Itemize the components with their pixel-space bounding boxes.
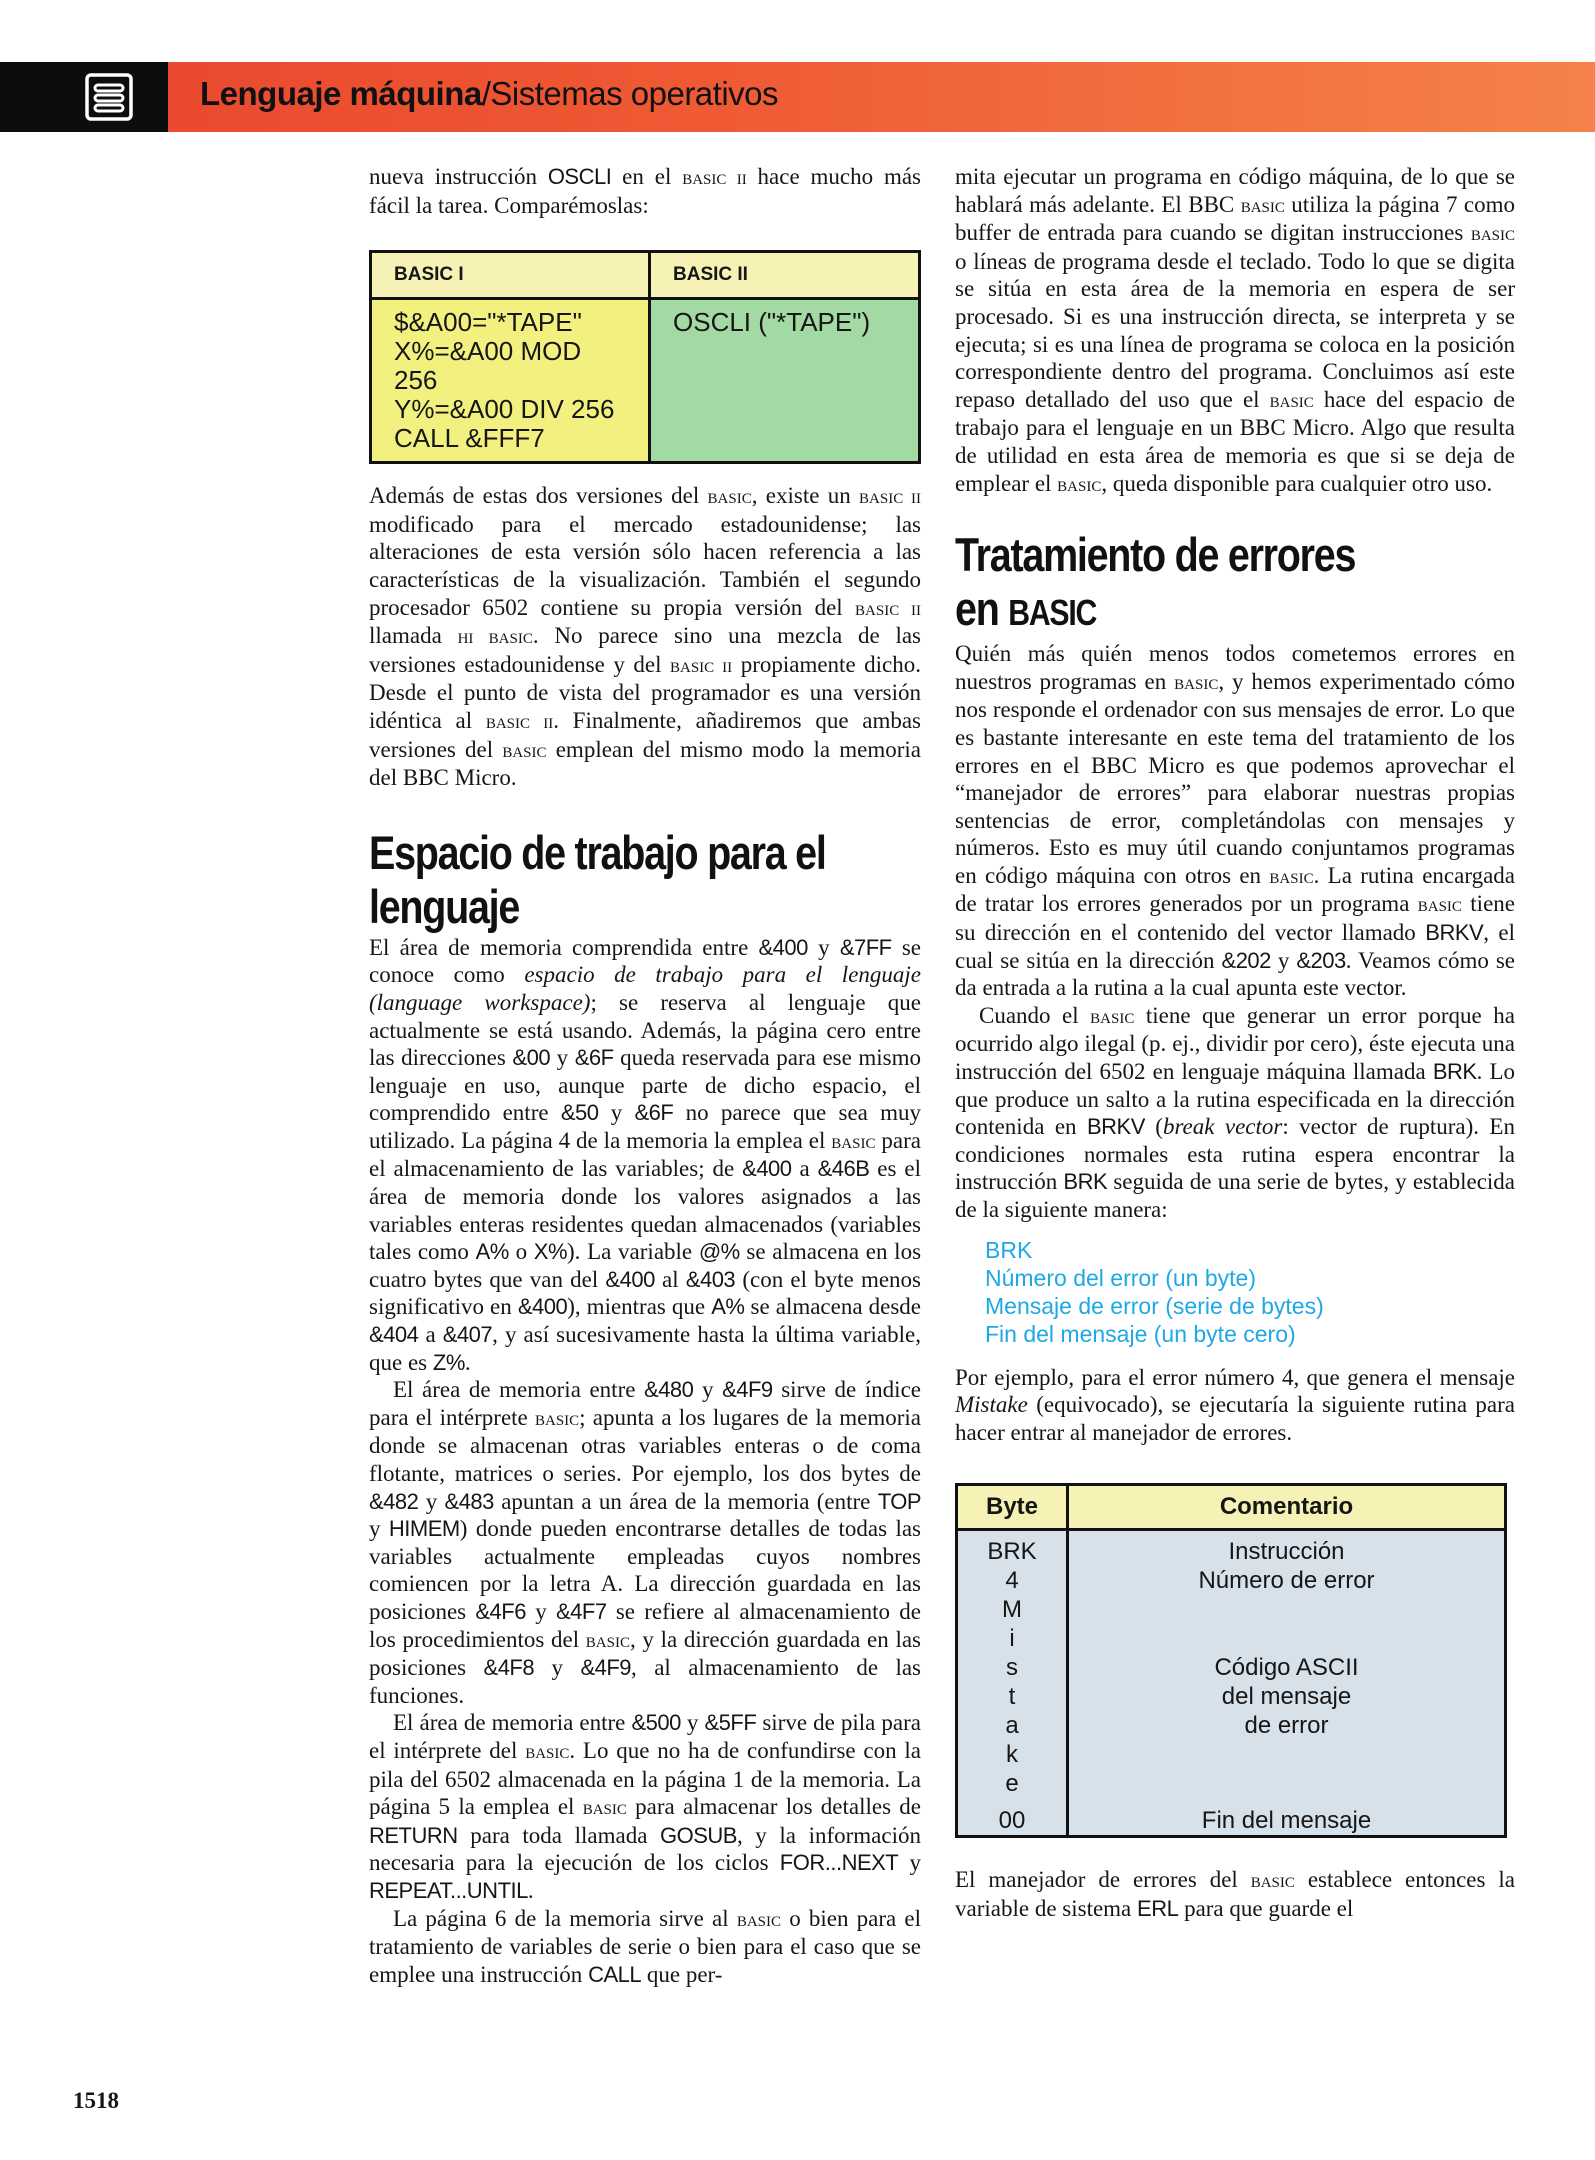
small-caps-text: basic <box>831 1128 876 1153</box>
byte-cell: BRK <box>957 1530 1068 1567</box>
small-caps-text: basic <box>1057 471 1102 496</box>
table-row <box>957 1566 1506 1595</box>
workspace-paragraph-2: El área de memoria entre &480 y &4F9 sirve de índice para el intérprete basic; apunta a los lugares de la memoria donde se almacenan otras variables enteras o de coma flotante, matrices o series. Por ejemplo, los dos bytes de &482 y &483 apuntan a un área de la memoria (entre TOP y HIMEM) donde pueden encontrarse detalles de todas las variables actualmente empleadas cuyos nombres comiencen por la letra A. La dirección guardada en las posiciones &4F6 y &4F7 se refiere al almacenamiento de los procedimientos del basic, y la dirección guardada en las posiciones &4F8 y &4F9, al almacenamiento de las funciones. <box>369 1377 922 1708</box>
table-row <box>957 1624 1506 1653</box>
small-caps-text: basic <box>1250 1868 1295 1893</box>
text-line: Fin del mensaje (un byte cero) <box>985 1320 1296 1347</box>
errors-heading-basic: BASIC <box>1008 592 1097 634</box>
byte-cell: s <box>957 1653 1068 1682</box>
code-text: &403 <box>685 1266 736 1292</box>
code-text: &46B <box>817 1156 870 1182</box>
code-text: REPEAT...UNTIL <box>369 1877 528 1903</box>
small-caps-text: basic <box>707 484 752 509</box>
code-text: &4F8 <box>483 1655 535 1681</box>
text-line: X%=&A00 MOD 256 <box>394 336 582 396</box>
workspace-heading-line2: lenguaje <box>369 879 520 933</box>
code-text: BRKV <box>1425 920 1484 946</box>
small-caps-text: basic <box>1174 669 1219 694</box>
small-caps-text: basic <box>1269 387 1314 412</box>
small-caps-text: basic <box>1240 192 1285 217</box>
small-caps-text: basic <box>736 1906 782 1931</box>
small-caps-text: basic ii <box>670 652 733 677</box>
small-caps-text: basic ii <box>682 165 747 189</box>
basic-ii-code <box>650 299 920 463</box>
code-text: &400 <box>517 1294 568 1320</box>
comment-cell: Número de error <box>1068 1566 1506 1595</box>
text-line: OSCLI ("*TAPE") <box>673 307 871 338</box>
small-caps-text: basic ii <box>859 484 922 509</box>
code-text: GOSUB <box>660 1822 737 1848</box>
comment-cell <box>1068 1624 1506 1653</box>
versions-paragraph: Además de estas dos versiones del basic, existe un basic ii modificado para el mercado estadounidense; las alteraciones de esta versión sólo hacen referencia a las características de la visualización. También el segundo procesador 6502 contiene su propia versión del basic ii llamada hi basic. No parece sino una mezcla de las versiones estadounidense y del basic ii propiamente dicho. Desde el punto de vista del programador es una versión idéntica al basic ii. Finalmente, añadiremos que ambas versiones del basic emplean del mismo modo la memoria del BBC Micro. <box>369 483 922 791</box>
byte-cell: 4 <box>957 1566 1068 1595</box>
code-text: TOP <box>877 1488 922 1514</box>
text-line: Número del error (un byte) <box>985 1264 1256 1291</box>
disk-menu-icon <box>84 72 134 122</box>
text-line: BRK <box>985 1236 1033 1263</box>
code-text: &7FF <box>839 934 892 960</box>
basic-comparison-table <box>369 250 921 464</box>
error-table-body <box>957 1530 1506 1837</box>
comment-cell <box>1068 1595 1506 1624</box>
italic-text: break vector <box>1162 1114 1283 1140</box>
code-text: &400 <box>605 1266 655 1292</box>
code-text: &500 <box>631 1710 681 1736</box>
table-row <box>957 1740 1506 1769</box>
code-text: &5FF <box>704 1710 757 1736</box>
code-text: &400 <box>758 934 808 960</box>
code-text: &480 <box>644 1377 694 1403</box>
code-text: X% <box>533 1239 568 1265</box>
text-line: $&A00="*TAPE" <box>394 307 582 338</box>
small-caps-text: basic <box>534 1405 580 1430</box>
workspace-paragraph-1: El área de memoria comprendida entre &400 y &7FF se conoce como espacio de trabajo para el lenguaje (language workspace); se reserva al lenguaje que actualmente se está usando. Además, la página cero entre las direcciones &00 y &6F queda reservada para ese mismo lenguaje en uso, aunque parte de dicho espacio, el comprendido entre &50 y &6F no parece que sea muy utilizado. La página 4 de la memoria la emplea el basic para el almacenamiento de las variables; de &400 a &46B es el área de memoria donde los valores asignados a las variables enteras residentes quedan almacenados (variables tales como A% o X%). La variable @% se almacena en los cuatro bytes que van del &400 al &403 (con el byte menos significativo en &400), mientras que A% se almacena desde &404 a &407, y así sucesivamente hasta la última variable, que es Z%. <box>369 934 922 1375</box>
table-row <box>957 1530 1506 1567</box>
byte-cell: k <box>957 1740 1068 1769</box>
small-caps-text: basic <box>585 1627 630 1652</box>
errors-heading <box>955 528 1425 640</box>
errors-paragraph-1: Quién más quién menos todos cometemos errores en nuestros programas en basic, y hemos experimentado cómo nos responde el ordenador con sus mensajes de error. Lo que es bastante interesante en este tema del tratamiento de los errores en el BBC Micro es que podemos aprovechar el “manejador de errores” para elaborar nuestras propias sentencias de error, completándolas con mensajes y números. Esto es muy útil cuando conjuntamos programas en código máquina con otros en basic. La rutina encargada de tratar los errores generados por un programa basic tiene su dirección en el contenido del vector llamado BRKV, el cual se sitúa en la dirección &202 y &203. Veamos cómo se da entrada a la rutina a la cual apunta este vector. <box>955 641 1516 1001</box>
comment-cell: Fin del mensaje <box>1068 1798 1506 1837</box>
code-text: BRK <box>1063 1169 1108 1195</box>
workspace-paragraph-3: El área de memoria entre &500 y &5FF sirve de pila para el intérprete del basic. Lo que no ha de confundirse con la pila del 6502 almacenada en la página 1 de la memoria. La página 5 la emplea el basic para almacenar los detalles de RETURN para toda llamada GOSUB, y la información necesaria para la ejecución de los ciclos FOR...NEXT y REPEAT...UNTIL. <box>369 1710 922 1903</box>
table-row <box>957 1798 1506 1837</box>
code-text: &404 <box>369 1322 419 1348</box>
small-caps-text: basic ii <box>855 595 921 620</box>
table-row <box>957 1682 1506 1711</box>
byte-cell: i <box>957 1624 1068 1653</box>
comment-header: Comentario <box>1068 1485 1506 1530</box>
comment-cell: de error <box>1068 1711 1506 1740</box>
comment-cell: del mensaje <box>1068 1682 1506 1711</box>
small-caps-text: hi basic <box>457 624 533 649</box>
code-text: BRKV <box>1086 1114 1145 1140</box>
code-text: &407 <box>442 1322 493 1348</box>
code-text: HIMEM <box>388 1516 460 1542</box>
comment-cell: Código ASCII <box>1068 1653 1506 1682</box>
comment-cell <box>1068 1769 1506 1798</box>
code-text: &6F <box>574 1045 614 1071</box>
code-text: &6F <box>634 1100 674 1126</box>
header-title <box>200 75 778 113</box>
code-text: &4F6 <box>475 1598 526 1624</box>
code-text: &00 <box>512 1045 551 1071</box>
header-title-rest: /Sistemas operativos <box>481 75 779 112</box>
code-text: &483 <box>444 1488 494 1514</box>
byte-cell: t <box>957 1682 1068 1711</box>
code-text: BRK <box>1432 1059 1477 1085</box>
code-text: &4F7 <box>555 1598 607 1624</box>
code-text: @% <box>698 1239 740 1265</box>
code-text: &4F9 <box>722 1377 773 1403</box>
code-text: FOR...NEXT <box>779 1850 899 1876</box>
table-row <box>957 1595 1506 1624</box>
code-text: &50 <box>560 1100 599 1126</box>
code-text: A% <box>711 1294 745 1320</box>
code-text: A% <box>475 1239 509 1265</box>
example-paragraph: Por ejemplo, para el error número 4, que genera el mensaje Mistake (equivocado), se ejecutaría la siguiente rutina para hacer entrar al manejador de errores. <box>955 1364 1515 1445</box>
text-line: Y%=&A00 DIV 256 <box>394 394 615 425</box>
comment-cell <box>1068 1740 1506 1769</box>
header-icon-block <box>0 62 168 132</box>
continuation-paragraph: mita ejecutar un programa en código máquina, de lo que se hablará más adelante. El BBC basic utiliza la página 7 como buffer de entrada para cuando se digitan instrucciones basic o líneas de programa desde el teclado. Todo lo que se digita se sitúa en esta área de la memoria en espera de ser procesado. Si es una instrucción directa, se interpreta y se ejecuta; si es una línea de programa se coloca en la posición correspondiente dentro del programa. Concluimos así este repaso detallado del uso que el basic hace del espacio de trabajo para el lenguaje en un BBC Micro. Algo que resulta de utilidad en esta área de memoria es que si se deja de emplear el basic, queda disponible para cualquier otro uso. <box>955 164 1515 496</box>
byte-cell: 00 <box>957 1798 1068 1837</box>
code-text: &400 <box>742 1156 792 1182</box>
code-text: ERL <box>1137 1895 1179 1921</box>
small-caps-text: basic <box>1090 1003 1135 1028</box>
table-row <box>957 1711 1506 1740</box>
text-line: Mensaje de error (serie de bytes) <box>985 1292 1324 1319</box>
header-title-bold: Lenguaje máquina <box>200 75 482 112</box>
small-caps-text: basic <box>1470 221 1515 246</box>
small-caps-text: basic <box>1417 892 1462 917</box>
code-text: &202 <box>1221 947 1271 973</box>
page-number: 1518 <box>73 2088 119 2113</box>
italic-text: Mistake <box>955 1392 1028 1418</box>
error-routine-table <box>955 1483 1507 1838</box>
code-text: &4F9 <box>580 1655 632 1681</box>
code-text: Z% <box>432 1349 465 1375</box>
basic-ii-header: BASIC II <box>650 252 920 299</box>
italic-text: espacio de trabajo para el lenguaje (language workspace) <box>369 962 921 1015</box>
table-row <box>957 1769 1506 1798</box>
comment-cell: Instrucción <box>1068 1530 1506 1567</box>
workspace-heading-line1: Espacio de trabajo para el <box>369 825 826 879</box>
small-caps-text: basic <box>502 737 547 762</box>
byte-header: Byte <box>957 1485 1068 1530</box>
workspace-heading <box>369 826 833 934</box>
errors-paragraph-2: Cuando el basic tiene que generar un error porque ha ocurrido algo ilegal (p. ej., dividir por cero), éste ejecuta una instrucción del 6502 en lenguaje máquina llamada BRK. Lo que produce un salto a la rutina especificada en la dirección contenida en BRKV (break vector: vector de ruptura). En condiciones normales esta rutina espera encontrar la instrucción BRK seguida de una serie de bytes, y establecida de la siguiente manera: <box>955 1002 1516 1222</box>
errors-heading-line2: en <box>955 582 1009 636</box>
code-text: &482 <box>369 1488 419 1514</box>
code-text: CALL <box>588 1961 642 1987</box>
small-caps-text: basic ii <box>485 708 554 733</box>
byte-cell: e <box>957 1769 1068 1798</box>
intro-paragraph: nueva instrucción OSCLI en el basic ii hace mucho más fácil la tarea. Comparémoslas: <box>369 164 922 218</box>
code-text: RETURN <box>369 1822 458 1848</box>
workspace-paragraph-4: La página 6 de la memoria sirve al basic o bien para el tratamiento de variables de serie o bien para el caso que se emplee una instrucción CALL que per- <box>369 1905 921 1987</box>
code-text: OSCLI <box>547 164 612 189</box>
text-line: CALL &FFF7 <box>394 423 545 454</box>
table-row <box>957 1653 1506 1682</box>
brk-structure-list <box>955 1236 1515 1348</box>
errors-heading-line1: Tratamiento de errores <box>955 528 1356 582</box>
header-bar <box>0 62 1595 132</box>
basic-i-header: BASIC I <box>371 252 650 299</box>
small-caps-text: basic <box>1269 863 1314 888</box>
byte-cell: M <box>957 1595 1068 1624</box>
small-caps-text: basic <box>525 1738 570 1763</box>
left-column <box>369 163 921 1988</box>
small-caps-text: basic <box>582 1795 627 1820</box>
code-text: &203 <box>1296 947 1346 973</box>
right-column <box>955 163 1515 1923</box>
final-paragraph: El manejador de errores del basic establece entonces la variable de sistema ERL para que guarde el <box>955 1867 1515 1921</box>
basic-i-code <box>371 299 650 463</box>
byte-cell: a <box>957 1711 1068 1740</box>
